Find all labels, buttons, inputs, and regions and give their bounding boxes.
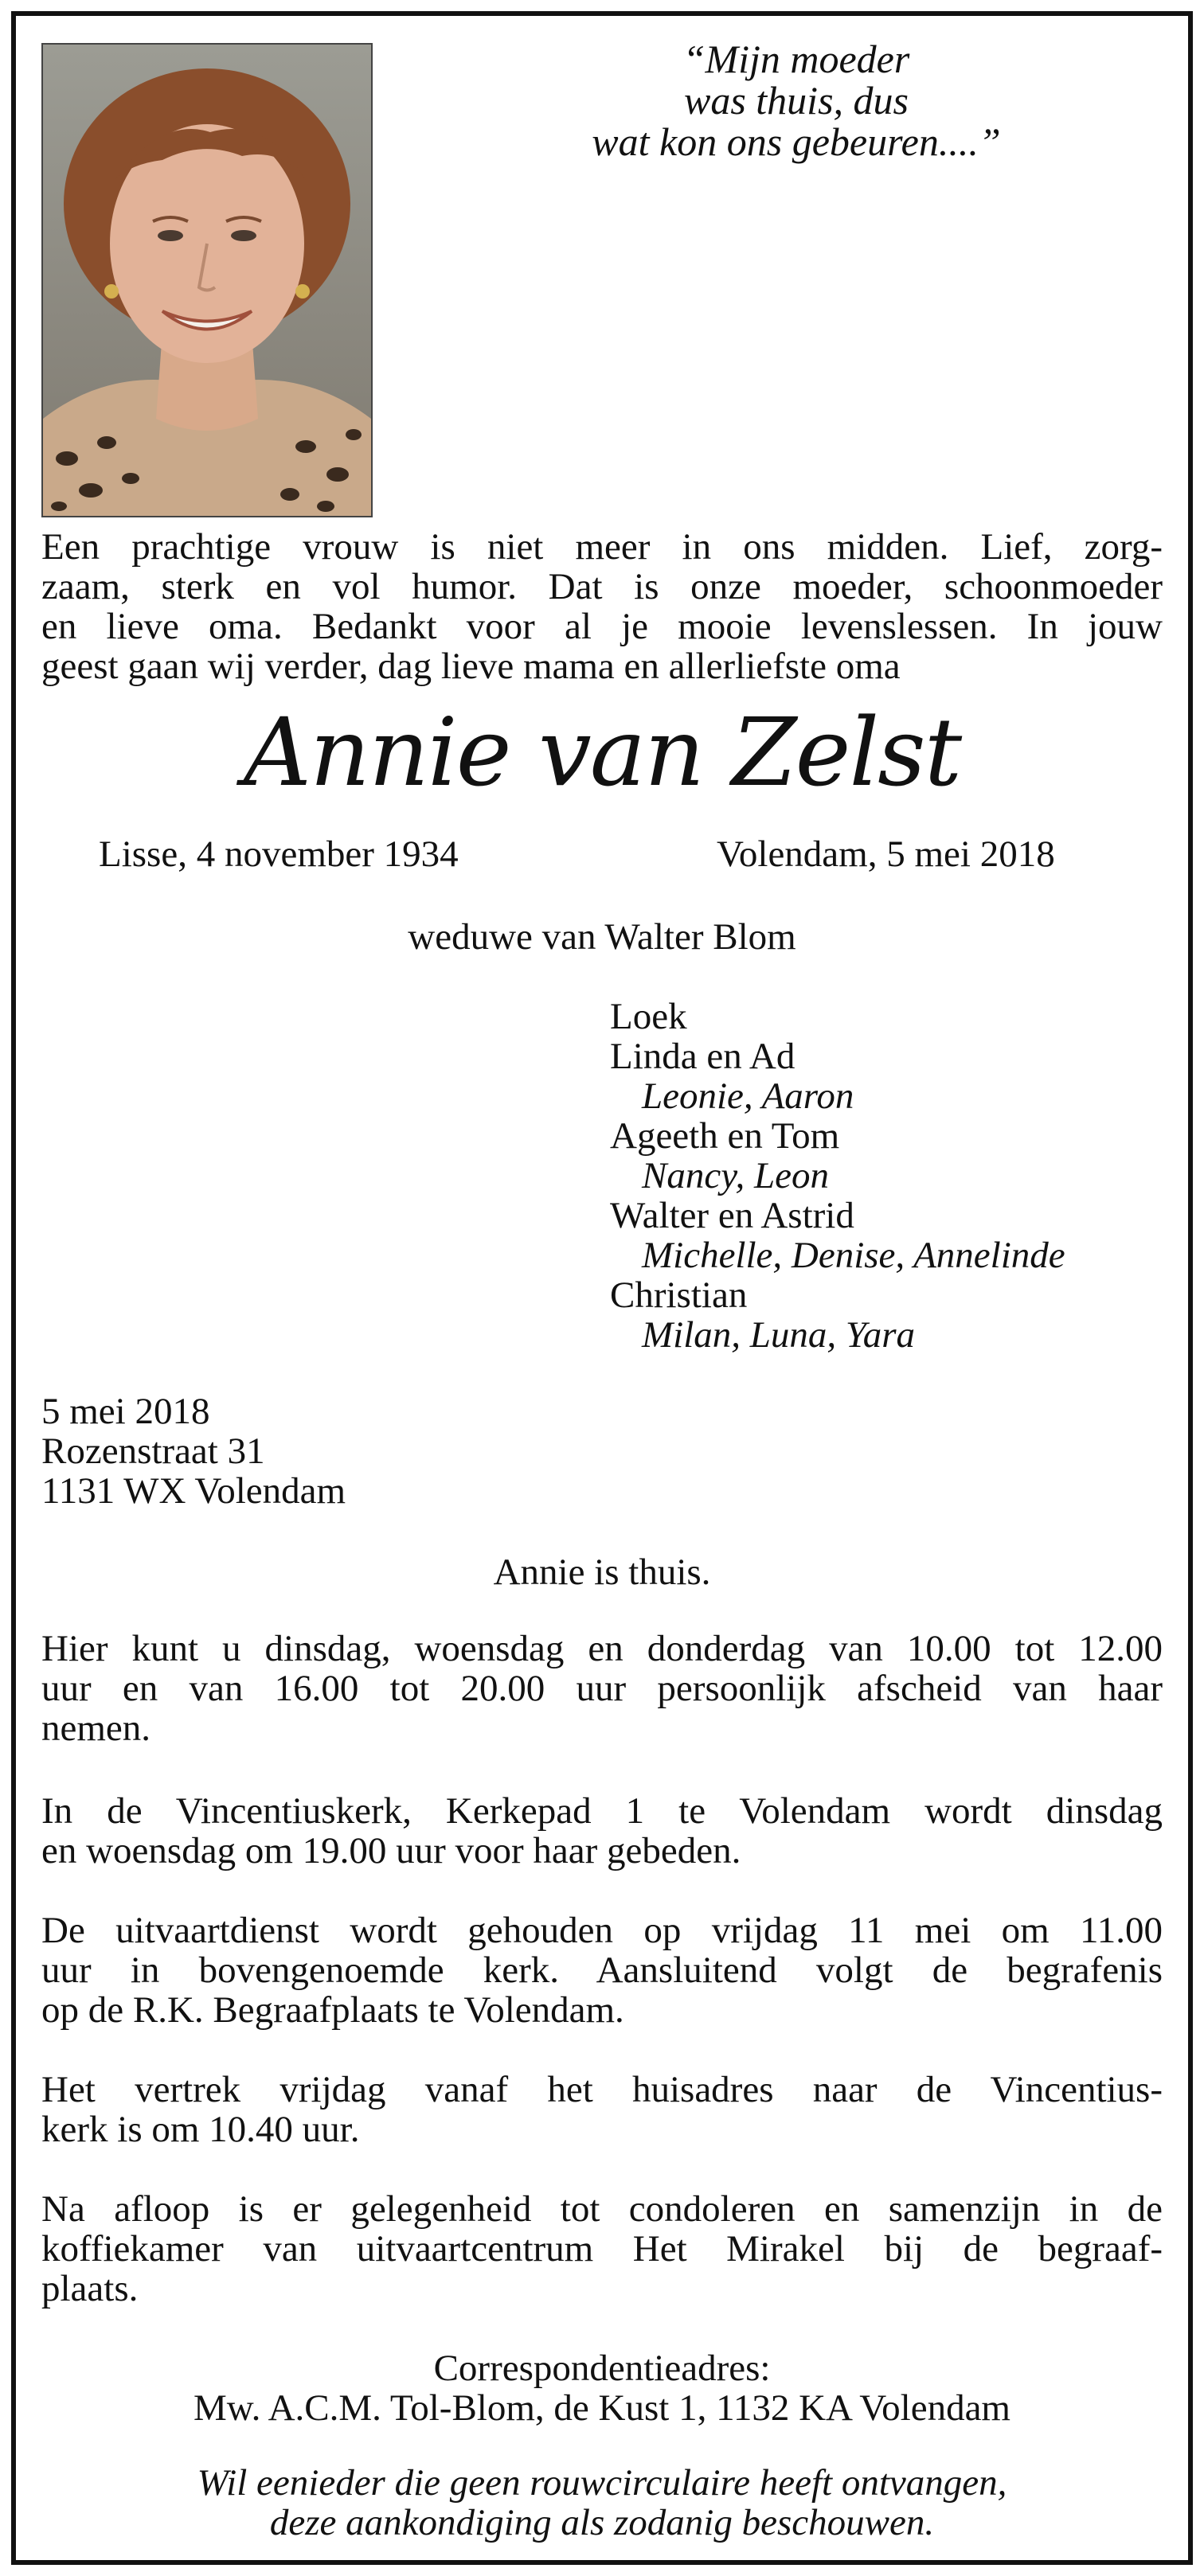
family-member: Loek bbox=[610, 996, 687, 1037]
grandchildren: Milan, Luna, Yara bbox=[642, 1314, 916, 1356]
paragraph-line: uur in bovengenoemde kerk. Aansluitend volgt de begrafenis bbox=[41, 1950, 1163, 1991]
closing-line: deze aankondiging als zodanig beschouwen. bbox=[269, 2502, 935, 2543]
address-line: 1131 WX Volendam bbox=[41, 1470, 346, 1512]
quote bbox=[446, 38, 1147, 162]
family-member: Ageeth en Tom bbox=[610, 1115, 840, 1157]
paragraph-line: Na afloop is er gelegenheid tot condoleren en samenzijn in de bbox=[41, 2188, 1163, 2230]
portrait-image bbox=[43, 45, 371, 516]
departure-paragraph bbox=[41, 2070, 1163, 2149]
paragraph-line: uur en van 16.00 tot 20.00 uur persoonlijk afscheid van haar bbox=[41, 1668, 1163, 1709]
family-member: Christian bbox=[610, 1274, 748, 1316]
intro-text bbox=[41, 527, 1163, 686]
grandchildren: Nancy, Leon bbox=[642, 1155, 829, 1196]
closing-line: Wil eenieder die geen rouwcirculaire heeft ontvangen, bbox=[197, 2462, 1007, 2504]
home-address bbox=[41, 1391, 346, 1511]
quote-line: wat kon ons gebeuren....” bbox=[592, 119, 1001, 164]
intro-line: Een prachtige vrouw is niet meer in ons midden. Lief, zorg- bbox=[41, 526, 1163, 568]
family-member: Linda en Ad bbox=[610, 1036, 796, 1077]
paragraph-line: De uitvaartdienst wordt gehouden op vrijdag 11 mei om 11.00 bbox=[41, 1910, 1163, 1951]
birth-info: Lisse, 4 november 1934 bbox=[99, 833, 459, 875]
intro-line: geest gaan wij verder, dag lieve mama en allerliefste oma bbox=[41, 646, 901, 687]
quote-line: “Mijn moeder bbox=[682, 37, 910, 81]
paragraph-line: kerk is om 10.40 uur. bbox=[41, 2109, 360, 2150]
visiting-hours-paragraph bbox=[41, 1629, 1163, 1748]
address-line: 5 mei 2018 bbox=[41, 1391, 210, 1432]
paragraph-line: op de R.K. Begraafplaats te Volendam. bbox=[41, 1989, 624, 2031]
family-list bbox=[610, 997, 1167, 1355]
paragraph-line: Hier kunt u dinsdag, woensdag en donderdag van 10.00 tot 12.00 bbox=[41, 1628, 1163, 1669]
paragraph-line: In de Vincentiuskerk, Kerkepad 1 te Volendam wordt dinsdag bbox=[41, 1790, 1163, 1832]
closing-note bbox=[0, 2463, 1204, 2543]
widow-of: weduwe van Walter Blom bbox=[408, 916, 796, 958]
deceased-name: Annie van Zelst bbox=[243, 697, 961, 807]
home-note: Annie is thuis. bbox=[493, 1551, 711, 1593]
intro-line: zaam, sterk en vol humor. Dat is onze moeder, schoonmoeder bbox=[41, 566, 1163, 607]
funeral-paragraph bbox=[41, 1911, 1163, 2030]
grandchildren: Leonie, Aaron bbox=[642, 1075, 854, 1117]
grandchildren: Michelle, Denise, Annelinde bbox=[642, 1235, 1065, 1276]
family-member: Walter en Astrid bbox=[610, 1195, 854, 1236]
paragraph-line: en woensdag om 19.00 uur voor haar gebeden. bbox=[41, 1830, 741, 1872]
paragraph-line: plaats. bbox=[41, 2268, 139, 2309]
intro-line: en lieve oma. Bedankt voor al je mooie levenslessen. In jouw bbox=[41, 606, 1163, 647]
condolence-paragraph bbox=[41, 2189, 1163, 2309]
correspondence-label: Correspondentieadres: bbox=[433, 2348, 771, 2389]
portrait-photo bbox=[41, 43, 373, 517]
quote-line: was thuis, dus bbox=[683, 78, 909, 123]
paragraph-line: Het vertrek vrijdag vanaf het huisadres naar de Vincentius- bbox=[41, 2069, 1163, 2110]
prayer-paragraph bbox=[41, 1791, 1163, 1871]
correspondence-address: Mw. A.C.M. Tol-Blom, de Kust 1, 1132 KA Volendam bbox=[194, 2387, 1010, 2429]
death-info: Volendam, 5 mei 2018 bbox=[717, 833, 1055, 875]
paragraph-line: koffiekamer van uitvaartcentrum Het Mirakel bij de begraaf- bbox=[41, 2228, 1163, 2270]
address-line: Rozenstraat 31 bbox=[41, 1430, 265, 1472]
paragraph-line: nemen. bbox=[41, 1708, 151, 1749]
